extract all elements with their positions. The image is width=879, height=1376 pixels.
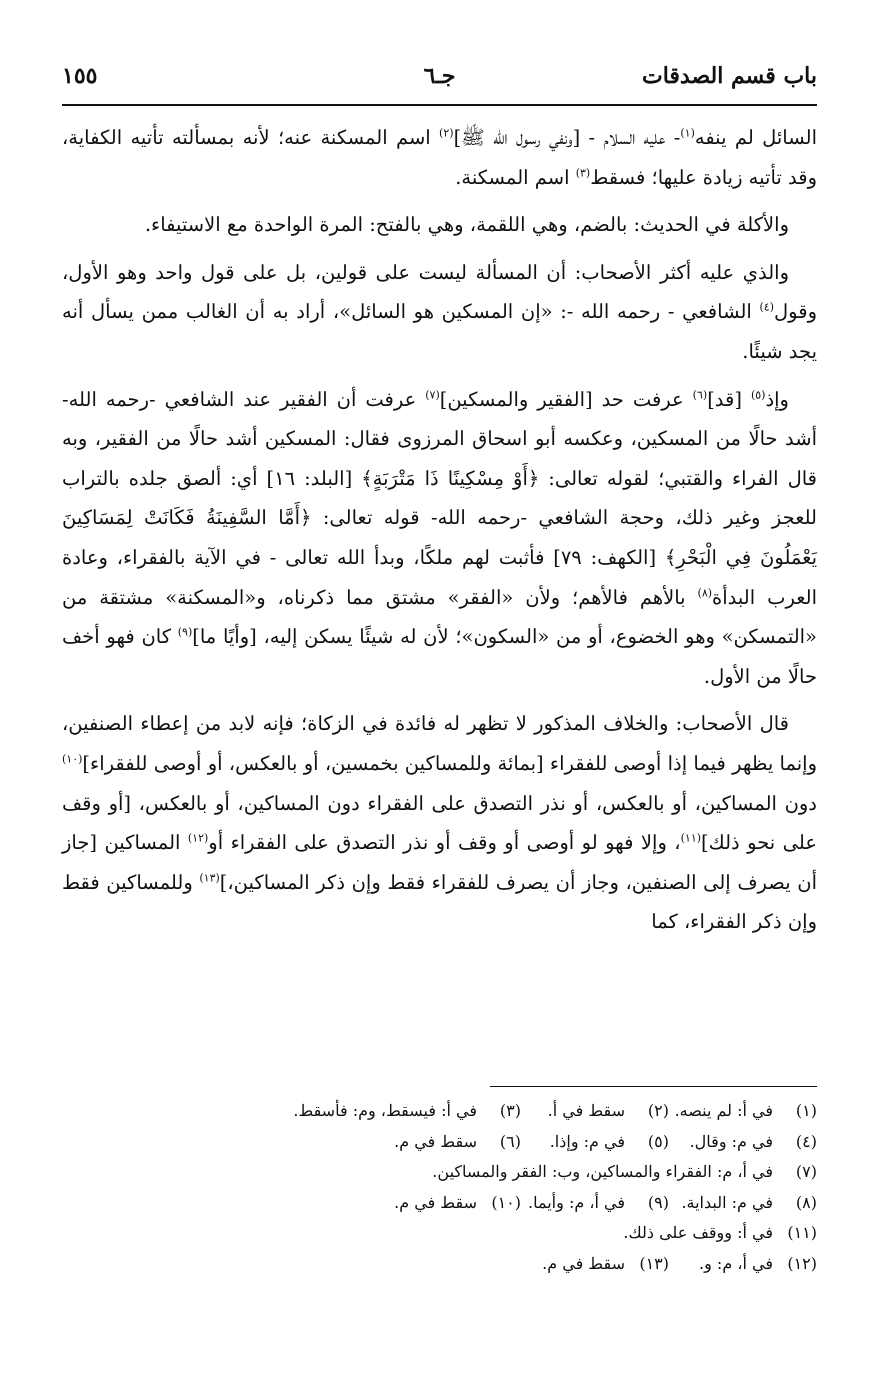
footnote-marker[interactable]: (٤) xyxy=(759,300,775,314)
text-segment: والذي عليه أكثر الأصحاب: أن المسألة ليست على قولين، بل على قول واحد وهو الأول، وقول xyxy=(62,260,817,324)
footnote-text: في م: وإذا. xyxy=(549,1131,625,1151)
text-segment: المساكين [جاز أن يصرف إلى الصنفين، وجاز أن يصرف للفقراء فقط وإن ذكر المساكين،] xyxy=(62,831,817,894)
text-segment: - عليه السلام - [ونفي رسول الله ﷺ] xyxy=(453,126,681,149)
footnote-text: سقط في م. xyxy=(394,1131,477,1151)
footnote-divider xyxy=(490,1086,817,1087)
footnote-marker[interactable]: (٦) xyxy=(692,388,708,402)
footnote-row xyxy=(62,1218,817,1249)
footnote-text: سقط في أ. xyxy=(547,1101,625,1120)
footnote-row xyxy=(62,1096,817,1127)
paragraph xyxy=(62,118,817,197)
footnote-marker[interactable]: (٩) xyxy=(177,625,193,639)
footnote-number: (١٣) xyxy=(639,1253,669,1273)
text-segment: دون المساكين، أو بالعكس، أو نذر التصدق على الفقراء دون المساكين، أو بالعكس، [أو وقف على نحو ذلك] xyxy=(62,791,817,855)
paragraph xyxy=(62,205,817,245)
footnote xyxy=(432,1157,817,1188)
page-header xyxy=(62,56,817,96)
footnote xyxy=(669,1188,817,1219)
footnote-number: (٣) xyxy=(499,1101,521,1120)
footnote-row xyxy=(62,1157,817,1188)
text-segment: كان فهو أخف حالًا من الأول. xyxy=(62,625,817,688)
footnote-text: في أ، م: و. xyxy=(699,1253,773,1273)
footnote xyxy=(623,1218,817,1249)
footnote-text: سقط في م. xyxy=(394,1192,477,1212)
text-segment: عرفت حد [الفقير والمسكين] xyxy=(439,387,693,411)
footnote-row xyxy=(62,1188,817,1219)
footnote-text: في أ: لم ينصه. xyxy=(674,1101,773,1120)
footnote-marker[interactable]: (١٠) xyxy=(62,752,83,766)
chapter-title: باب قسم الصدقات xyxy=(641,63,817,89)
footnote xyxy=(521,1127,669,1158)
footnote-text: في أ: ووقف على ذلك. xyxy=(623,1223,773,1242)
footnote-marker[interactable]: (٨) xyxy=(697,586,713,600)
footnote-number: (٤) xyxy=(795,1131,817,1151)
footnote-marker[interactable]: (١) xyxy=(680,126,695,140)
footnote-row xyxy=(62,1249,817,1280)
footnote-marker[interactable]: (٣) xyxy=(575,166,591,180)
footnote-number: (١٠) xyxy=(491,1192,521,1212)
footnote xyxy=(521,1188,669,1219)
footnote-marker[interactable]: (٢) xyxy=(439,126,454,140)
header-divider xyxy=(62,104,817,106)
footnote-marker[interactable]: (٧) xyxy=(425,388,440,402)
footnote-number: (٦) xyxy=(499,1131,521,1151)
footnote xyxy=(521,1249,669,1280)
footnote xyxy=(521,1096,669,1127)
footnote-marker[interactable]: (١١) xyxy=(680,831,702,845)
text-segment: اسم المسكنة عنه؛ لأنه بمسألته تأتيه الكفاية، وقد تأتيه زيادة عليها؛ فسقط xyxy=(62,126,817,189)
text-segment: بالأهم فالأهم؛ ولأن «الفقر» مشتق مما ذكرناه، و«المسكنة» مشتقة من «التمسكن» وهو الخضوع، أو من «السكون»؛ لأن له شيئًا يسكن إليه، [وأيًا ما] xyxy=(62,585,817,649)
footnote-text: في م: البداية. xyxy=(681,1192,773,1212)
paragraph xyxy=(62,704,817,942)
text-segment: والأكلة في الحديث: بالضم، وهي اللقمة، وهي بالفتح: المرة الواحدة مع الاستيفاء. xyxy=(144,213,789,237)
footnote-number: (٥) xyxy=(647,1131,669,1151)
text-segment: عرفت أن الفقير عند الشافعي -رحمه الله- أشد حالًا من المسكين، وعكسه أبو اسحاق المرزوى فقال: المسكين أشد حالًا من الفقير، وبه قال الفراء والقتبي؛ لقوله تعالى: ﴿أَوْ مِسْكِينًا ذَا مَتْرَبَةٍ﴾ [البلد: ١٦] أي: ألصق جلده بالتراب للعجز وغير ذلك، وحجة الشافعي -رحمه الله- قوله تعالى: ﴿أَمَّا السَّفِينَةُ فَكَانَتْ لِمَسَاكِينَ يَعْمَلُونَ فِي الْبَحْرِ﴾ [الكهف: ٧٩] فأثبت لهم ملكًا، وبدأ الله تعالى - في الآية بالفقراء، وعادة العرب البدأة xyxy=(62,387,818,609)
main-text xyxy=(62,118,817,950)
footnote-number: (٢) xyxy=(647,1101,669,1120)
footnote xyxy=(261,1127,521,1158)
text-segment: السائل لم ينفه xyxy=(694,126,817,149)
footnote-text: في أ: فيسقط، وم: فأسقط. xyxy=(293,1101,477,1120)
footnote-text: في م: وقال. xyxy=(689,1131,773,1151)
paragraph xyxy=(62,253,817,372)
text-segment: قال الأصحاب: والخلاف المذكور لا تظهر له فائدة في الزكاة؛ فإنه لابد من إعطاء الصنفين، وإنما يظهر فيما إذا أوصى للفقراء [بمائة وللمساكين بخمسين، أو بالعكس، أو أوصى للفقراء] xyxy=(62,712,817,775)
footnotes xyxy=(62,1096,817,1279)
footnote xyxy=(669,1127,817,1158)
text-segment: وللمساكين فقط وإن ذكر الفقراء، كما xyxy=(62,870,817,934)
text-segment: [قد] xyxy=(707,387,751,411)
footnote-number: (٩) xyxy=(647,1192,669,1212)
footnote-marker[interactable]: (١٢) xyxy=(187,831,209,845)
footnote-number: (٨) xyxy=(795,1192,817,1212)
footnote-number: (١) xyxy=(795,1101,817,1120)
footnote-row xyxy=(62,1127,817,1158)
footnote-number: (١١) xyxy=(787,1223,817,1242)
text-segment: وإذ xyxy=(765,387,789,411)
volume-label: جـ٦ xyxy=(423,63,456,89)
footnote xyxy=(669,1096,817,1127)
text-segment: ، وإلا فهو لو أوصى أو وقف أو نذر التصدق على الفقراء أو xyxy=(208,831,681,855)
footnote-number: (١٢) xyxy=(787,1253,817,1273)
footnote xyxy=(261,1096,521,1127)
footnote-marker[interactable]: (٥) xyxy=(750,388,766,402)
text-segment: الشافعي - رحمه الله -: «إن المسكين هو السائل»، أراد به أن الغالب ممن يسأل أنه يجد شيئًا. xyxy=(62,300,817,363)
page-number: ١٥٥ xyxy=(62,63,98,89)
footnote-text: في أ، م: وأيما. xyxy=(528,1192,625,1212)
footnote-text: سقط في م. xyxy=(542,1253,625,1273)
footnote xyxy=(261,1188,521,1219)
footnote-marker[interactable]: (١٣) xyxy=(199,871,220,885)
paragraph xyxy=(62,380,817,697)
text-segment: اسم المسكنة. xyxy=(455,165,576,189)
footnote xyxy=(669,1249,817,1280)
footnote-number: (٧) xyxy=(795,1162,817,1181)
footnote-text: في أ، م: الفقراء والمساكين، وب: الفقر والمساكين. xyxy=(432,1162,773,1181)
